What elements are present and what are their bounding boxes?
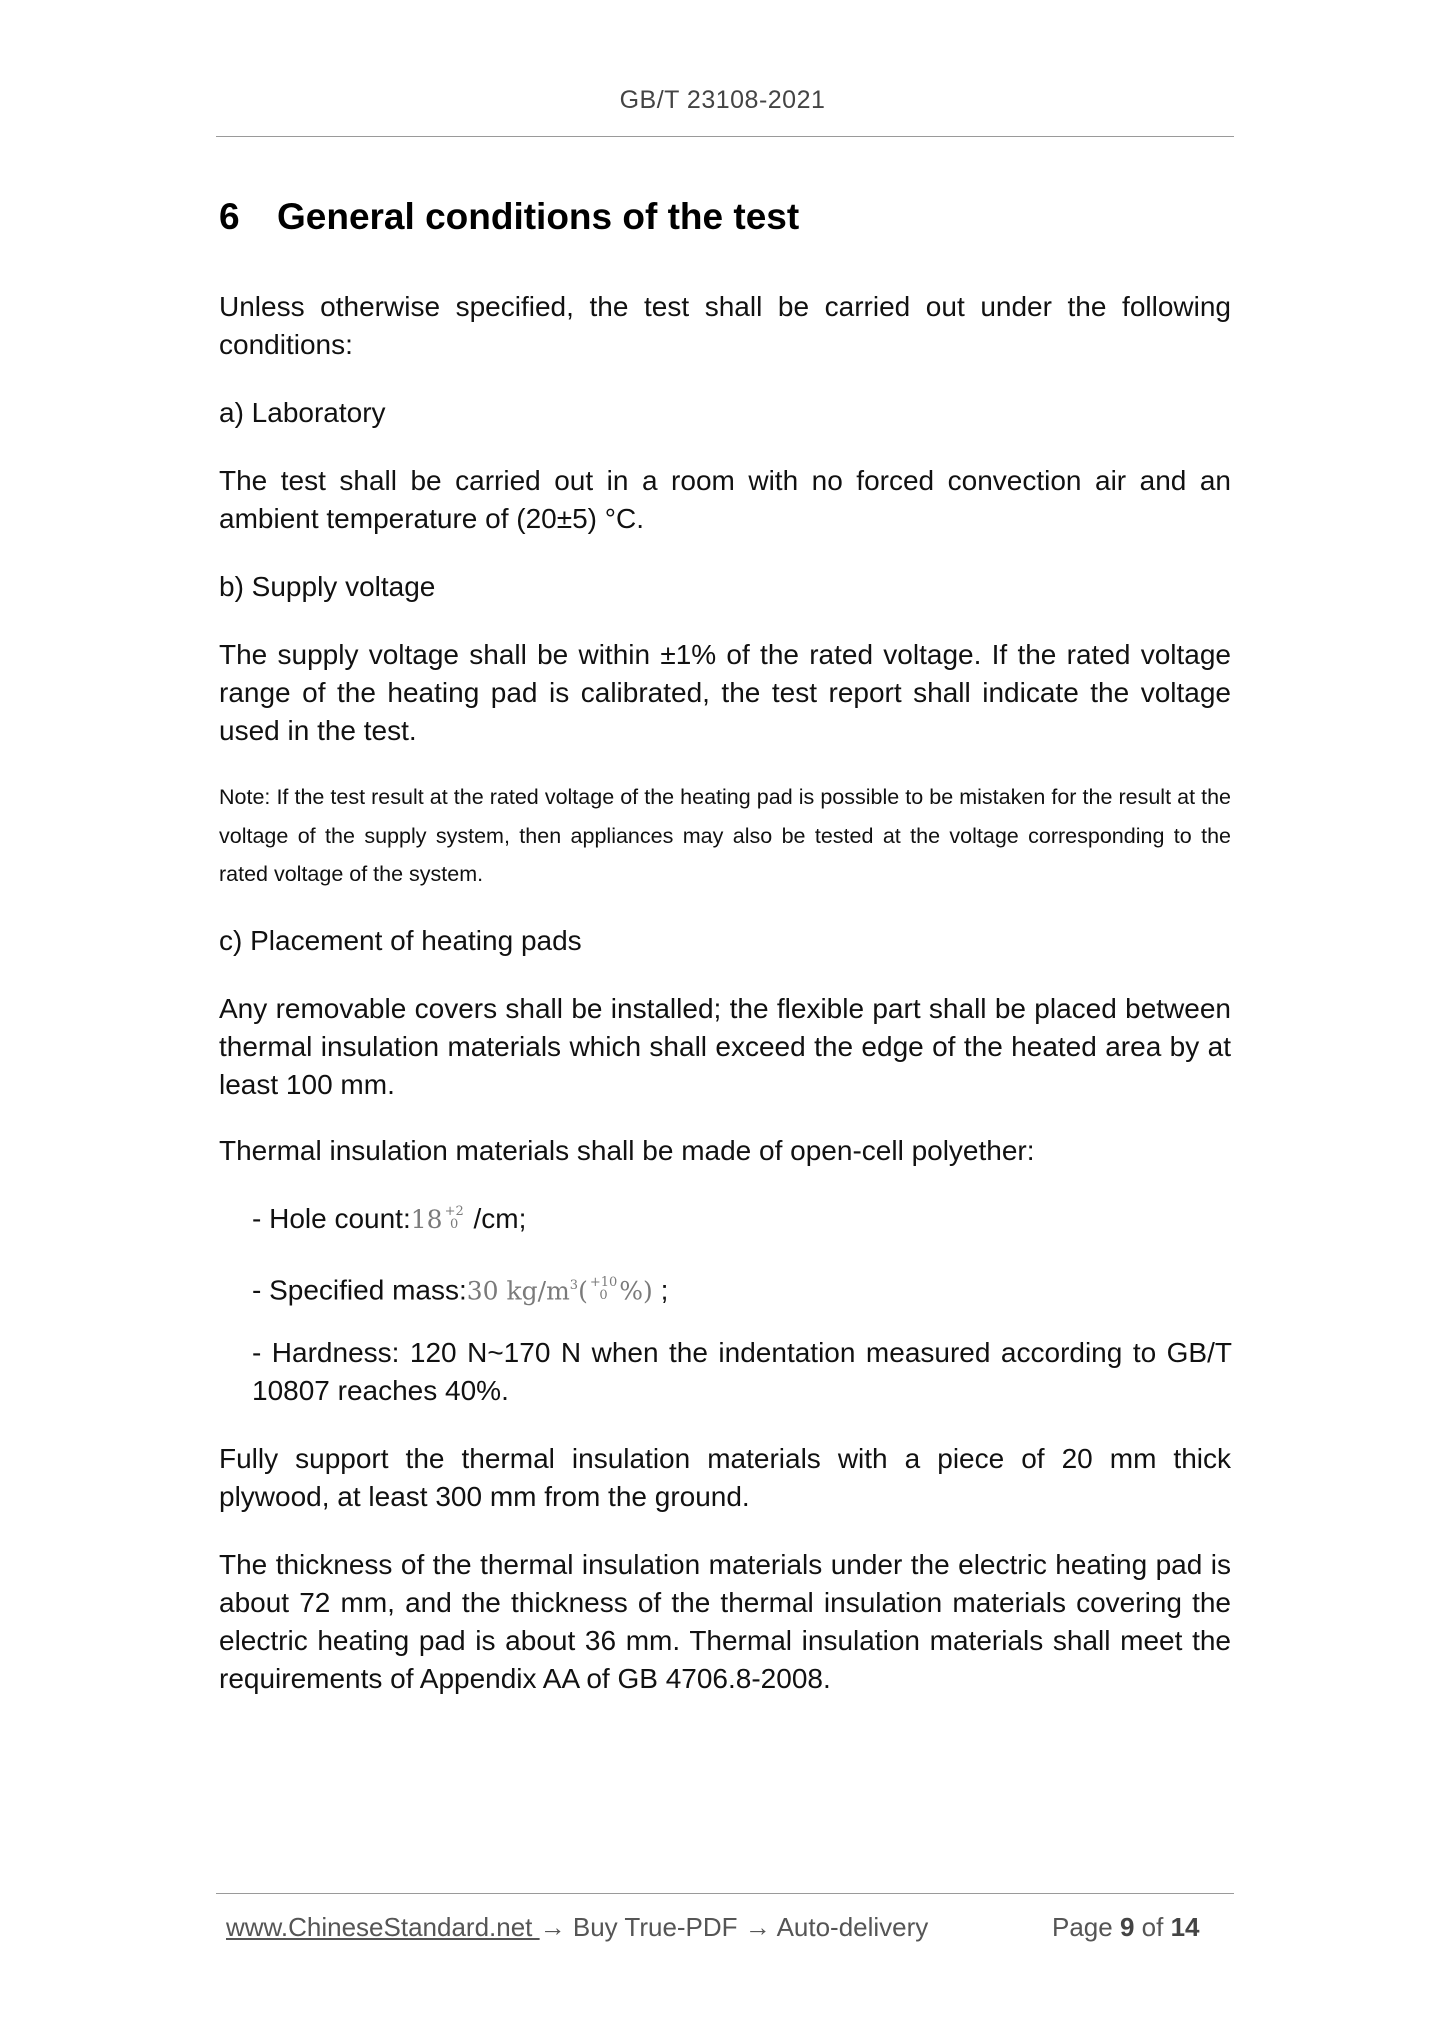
mass-percent: % bbox=[619, 1276, 644, 1306]
mass-end: ; bbox=[660, 1274, 669, 1306]
item-a-paragraph: The test shall be carried out in a room with no forced convection air and an ambient temperature of (20±5) °C. bbox=[219, 465, 1231, 534]
hole-count-unit: /cm; bbox=[473, 1203, 527, 1234]
mass-exponent: 3 bbox=[569, 1278, 579, 1293]
hole-count-lower: 0 bbox=[450, 1216, 459, 1232]
mass-upper: +10 bbox=[589, 1274, 618, 1290]
item-c-paragraph-materials: Thermal insulation materials shall be made of open-cell polyether: bbox=[219, 1135, 1035, 1166]
of-label: of bbox=[1141, 1912, 1164, 1942]
mass-tolerance bbox=[590, 1276, 617, 1302]
mass-lower: 0 bbox=[599, 1287, 608, 1303]
hole-count-tolerance bbox=[445, 1205, 464, 1231]
bullet-hardness: - Hardness: 120 N~170 N when the indentation measured according to GB/T 10807 reaches 40%. bbox=[252, 1337, 1232, 1406]
item-c-paragraph-covers: Any removable covers shall be installed; the flexible part shall be placed between thermal insulation materials which shall exceed the edge of the heated area by at least 100 mm. bbox=[219, 993, 1231, 1100]
current-page-number: 9 bbox=[1119, 1912, 1135, 1942]
header-divider bbox=[216, 136, 1234, 137]
page-label: Page bbox=[1052, 1912, 1113, 1942]
arrow-icon: → bbox=[744, 1912, 771, 1942]
section-heading bbox=[219, 196, 799, 238]
document-header-title: GB/T 23108-2021 bbox=[619, 86, 826, 114]
arrow-icon: → bbox=[539, 1912, 566, 1942]
buy-true-pdf-text: Buy True-PDF bbox=[565, 1912, 745, 1942]
page-indicator bbox=[1052, 1912, 1200, 1943]
mass-label: - Specified mass: bbox=[252, 1274, 467, 1306]
mass-close-paren: ) bbox=[643, 1276, 653, 1306]
bullet-specified-mass bbox=[252, 1267, 1232, 1310]
section-title: General conditions of the test bbox=[277, 196, 800, 237]
intro-paragraph: Unless otherwise specified, the test shall be carried out under the following conditions: bbox=[219, 291, 1231, 360]
item-c-heading: c) Placement of heating pads bbox=[219, 925, 582, 956]
item-c-paragraph-thickness: The thickness of the thermal insulation materials under the electric heating pad is about 72 mm, and the thickness of the thermal insulation materials covering the electric heating pad is about 36 mm. Thermal insulation materials shall meet the requirements of Appendix AA of GB 4706.8-2008. bbox=[219, 1549, 1231, 1694]
section-number: 6 bbox=[219, 196, 240, 237]
footer-divider bbox=[216, 1893, 1234, 1894]
hole-count-upper: +2 bbox=[444, 1203, 464, 1219]
item-b-paragraph: The supply voltage shall be within ±1% of the rated voltage. If the rated voltage range of the heating pad is calibrated, the test report shall indicate the voltage used in the test. bbox=[219, 639, 1231, 746]
item-c-paragraph-plywood: Fully support the thermal insulation materials with a piece of 20 mm thick plywood, at least 300 mm from the ground. bbox=[219, 1443, 1231, 1512]
hole-count-label: - Hole count: bbox=[252, 1203, 411, 1234]
bullet-hole-count bbox=[252, 1200, 1232, 1239]
footer-links bbox=[226, 1912, 928, 1943]
item-b-note: Note: If the test result at the rated voltage of the heating pad is possible to be mistaken for the result at the voltage of the supply system, then appliances may also be tested at the voltage corresponding to the rated voltage of the system. bbox=[219, 785, 1231, 886]
mass-open-paren: ( bbox=[578, 1276, 588, 1306]
mass-value: 30 kg/m bbox=[466, 1276, 570, 1306]
item-b-heading: b) Supply voltage bbox=[219, 571, 436, 602]
auto-delivery-text: Auto-delivery bbox=[770, 1912, 929, 1942]
hole-count-base: 18 bbox=[410, 1205, 443, 1234]
chinesestandard-link[interactable]: www.ChineseStandard.net bbox=[226, 1912, 540, 1942]
total-page-count: 14 bbox=[1170, 1912, 1200, 1942]
item-a-heading: a) Laboratory bbox=[219, 397, 386, 428]
